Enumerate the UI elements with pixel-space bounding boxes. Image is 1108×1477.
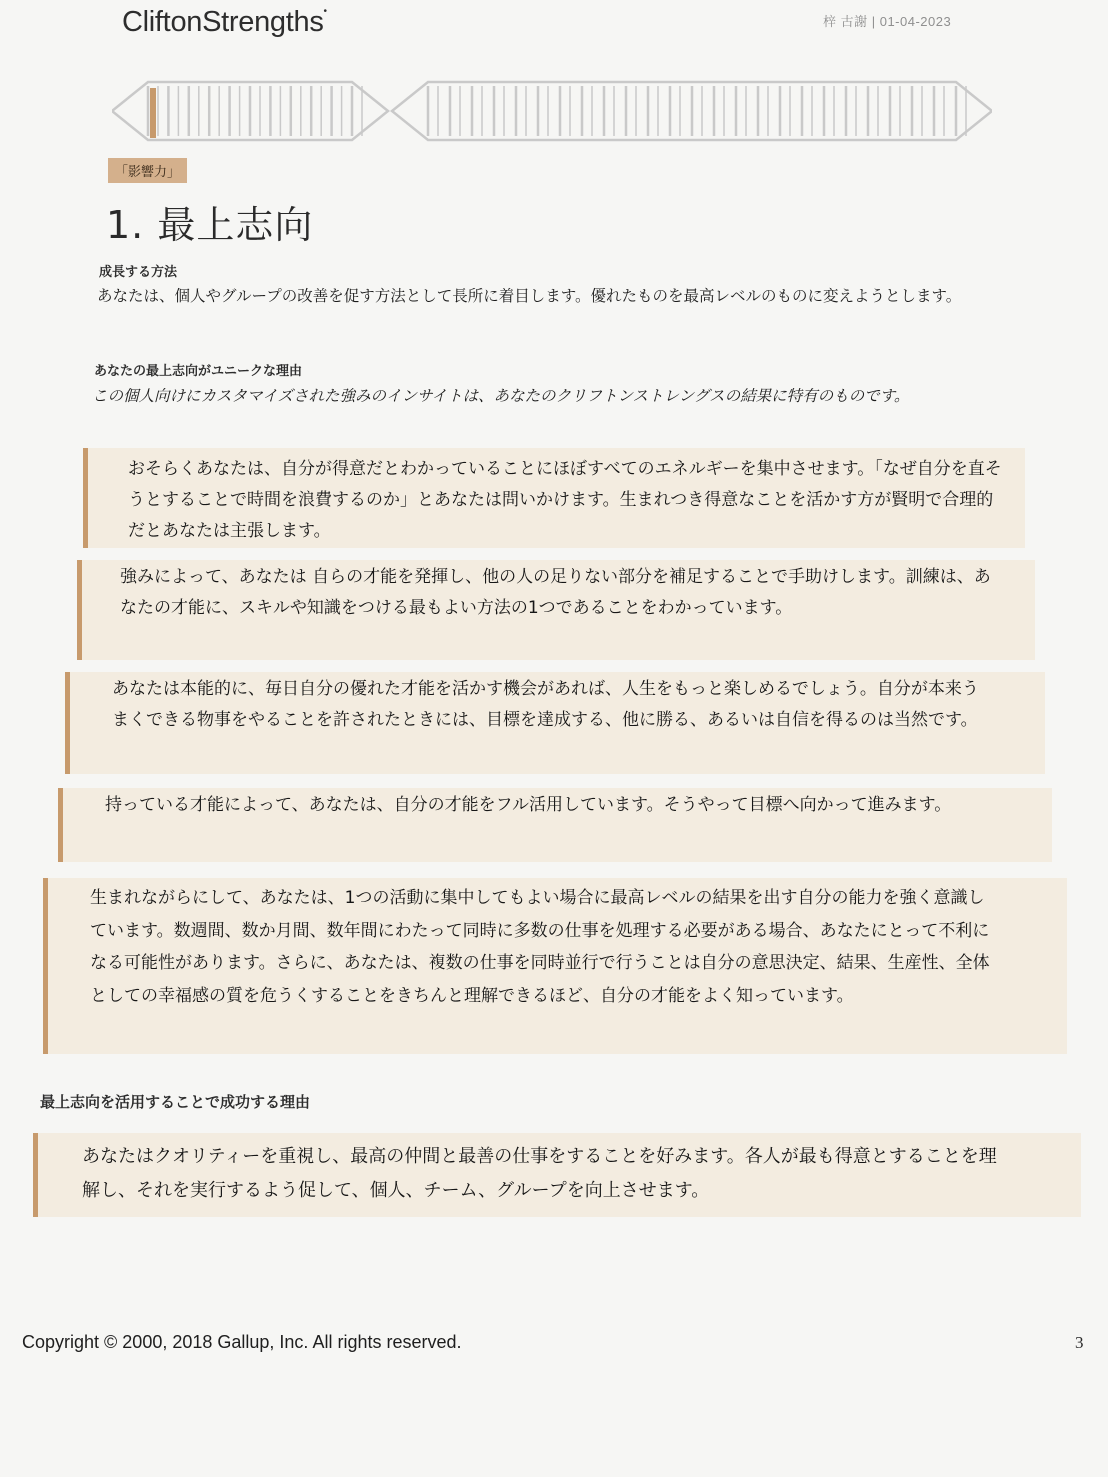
strip-highlight-rank [150,88,156,138]
insight-card [58,788,1052,862]
grow-body: あなたは、個人やグループの改善を促す方法として長所に着目します。優れたものを最高レベルのものに変えようとします。 [97,287,962,305]
insight-card [43,878,1067,1054]
insight-card [65,672,1045,774]
insight-text: 持っている才能によって、あなたは、自分の才能をフル活用しています。そうやって目標へ向かって進みます。 [105,795,952,815]
success-card [33,1133,1081,1217]
copyright: Copyright © 2000, 2018 Gallup, Inc. All rights reserved. [22,1332,462,1352]
insight-text: あなたは本能的に、毎日自分の優れた才能を活かす機会があれば、人生をもっと楽しめるでしょう。自分が本来うまくできる物事をやることを許されたときには、目標を達成する、他に勝る、あるいは自信を得るのは当然です。 [112,679,979,730]
page-number: 3 [1075,1333,1084,1352]
domain-tag: 「影響力」 [108,158,187,183]
success-text: あなたはクオリティーを重視し、最高の仲間と最善の仕事をすることを好みます。各人が最も得意とすることを理解し、それを実行するよう促して、個人、チーム、グループを向上させます。 [82,1146,997,1201]
strength-rank-strip [112,78,992,144]
brand-name: CliftonStrengths [122,6,324,38]
insight-card [83,448,1025,548]
brand-mark: • [323,6,327,18]
insight-text: 生まれながらにして、あなたは、1つの活動に集中してもよい場合に最高レベルの結果を出す自分の能力を強く意識しています。数週間、数か月間、数年間にわたって同時に多数の仕事を処理する必要がある場合、あなたにとって不利になる可能性があります。さらに、あなたは、複数の仕事を同時並行で行うことは自分の意思決定、結果、生産性、全体としての幸福感の質を危うくすることをきちんと理解できるほど、自分の才能をよく知っています。 [90,888,990,1006]
page-title: 1. 最上志向 [106,203,314,247]
section-heading-grow: 成長する方法 [99,265,178,280]
report-meta: 梓 古謝 | 01-04-2023 [823,14,952,29]
insight-text: おそらくあなたは、自分が得意だとわかっていることにほぼすべてのエネルギーを集中させます。「なぜ自分を直そうとすることで時間を浪費するのか」とあなたは問いかけます。生まれつき得意なことを活かす方が賢明で合理的だとあなたは主張します。 [128,459,1002,541]
section-heading-unique: あなたの最上志向がユニークな理由 [94,364,303,379]
brand-logo [122,6,327,39]
insight-text: 強みによって、あなたは 自らの才能を発揮し、他の人の足りない部分を補足することで手助けします。訓練は、あなたの才能に、スキルや知識をつける最もよい方法の1つであることをわかっています。 [120,567,991,618]
section-heading-succeed: 最上志向を活用することで成功する理由 [40,1093,311,1111]
unique-intro: この個人向けにカスタマイズされた強みのインサイトは、あなたのクリフトンストレングスの結果に特有のものです。 [92,387,910,405]
insight-card [77,560,1035,660]
